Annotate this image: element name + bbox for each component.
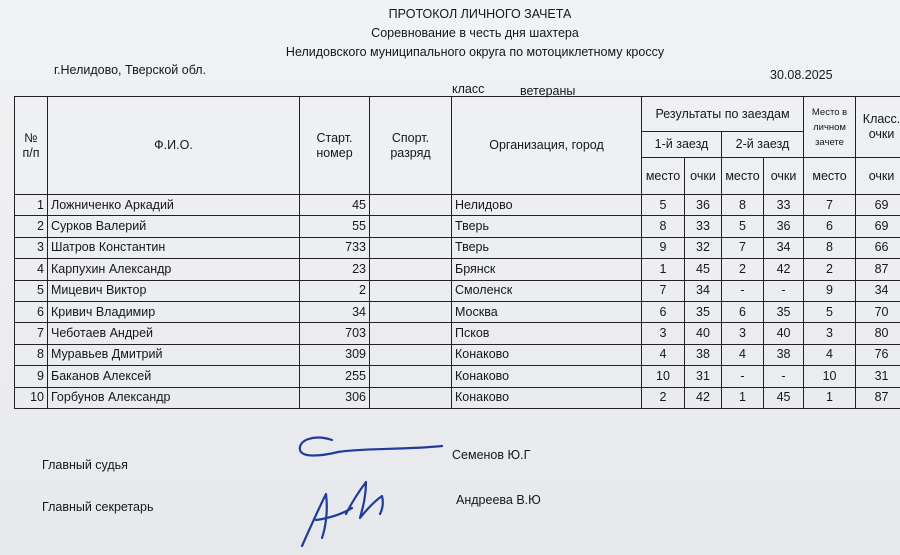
row-organization: Смоленск [452,280,642,301]
row-race1-place: 9 [642,237,685,258]
row-race1-points: 36 [685,195,722,216]
row-name: Шатров Константин [48,237,300,258]
row-race2-points: - [764,366,804,387]
row-sport-rank [370,195,452,216]
col-header-final-points: очки [856,158,900,195]
row-race1-points: 45 [685,259,722,280]
judge-signature [292,430,452,466]
col-header-race2: 2-й заезд [722,132,804,158]
row-race1-place: 1 [642,259,685,280]
row-class-points: 69 [856,216,900,237]
row-start-number: 34 [300,301,370,322]
chief-judge-name: Семенов Ю.Г [452,448,531,462]
row-organization: Конаково [452,387,642,408]
row-class-points: 70 [856,301,900,322]
row-num: 3 [15,237,48,258]
row-start-number: 23 [300,259,370,280]
row-race2-place: 5 [722,216,764,237]
row-name: Чеботаев Андрей [48,323,300,344]
row-sport-rank [370,259,452,280]
row-race2-points: 38 [764,344,804,365]
row-final-place: 5 [804,301,856,322]
row-name: Карпухин Александр [48,259,300,280]
table-row [15,195,900,216]
row-race1-place: 5 [642,195,685,216]
date-text: 30.08.2025 [770,68,833,82]
chief-secretary-label: Главный секретарь [42,500,154,514]
row-organization: Нелидово [452,195,642,216]
location-text: г.Нелидово, Тверской обл. [54,63,207,77]
row-start-number: 255 [300,366,370,387]
row-start-number: 309 [300,344,370,365]
row-name: Горбунов Александр [48,387,300,408]
row-class-points: 69 [856,195,900,216]
row-name: Сурков Валерий [48,216,300,237]
table-row [15,344,900,365]
row-final-place: 2 [804,259,856,280]
row-name: Мицевич Виктор [48,280,300,301]
row-num: 10 [15,387,48,408]
table-row [15,387,900,408]
row-num: 1 [15,195,48,216]
document-title: ПРОТОКОЛ ЛИЧНОГО ЗАЧЕТА [388,7,572,21]
row-num: 7 [15,323,48,344]
col-header-race1-place: место [642,158,685,195]
row-num: 9 [15,366,48,387]
row-name: Ложниченко Аркадий [48,195,300,216]
row-final-place: 6 [804,216,856,237]
table-row [15,237,900,258]
row-race2-place: 2 [722,259,764,280]
row-sport-rank [370,387,452,408]
row-class-points: 76 [856,344,900,365]
row-race1-points: 38 [685,344,722,365]
row-race2-place: - [722,280,764,301]
table-row [15,280,900,301]
row-sport-rank [370,344,452,365]
row-race1-place: 10 [642,366,685,387]
row-race1-place: 6 [642,301,685,322]
col-header-race2-points: очки [764,158,804,195]
row-sport-rank [370,280,452,301]
chief-secretary-name: Андреева В.Ю [456,493,541,507]
row-sport-rank [370,237,452,258]
row-race2-place: 3 [722,323,764,344]
row-final-place: 3 [804,323,856,344]
row-race2-points: 42 [764,259,804,280]
row-organization: Брянск [452,259,642,280]
row-final-place: 9 [804,280,856,301]
row-sport-rank [370,216,452,237]
row-race2-points: 34 [764,237,804,258]
table-header-row [15,97,900,132]
row-race2-points: 36 [764,216,804,237]
row-race1-place: 3 [642,323,685,344]
row-sport-rank [370,301,452,322]
row-organization: Москва [452,301,642,322]
secretary-signature [296,474,406,554]
row-class-points: 31 [856,366,900,387]
table-row [15,259,900,280]
chief-judge-label: Главный судья [42,458,128,472]
row-race1-points: 31 [685,366,722,387]
row-race2-place: 1 [722,387,764,408]
results-table [14,96,900,409]
row-race1-points: 32 [685,237,722,258]
row-start-number: 2 [300,280,370,301]
col-header-race1: 1-й заезд [642,132,722,158]
col-header-results: Результаты по заездам [642,97,804,132]
col-header-rank: Спорт. разряд [370,97,452,195]
row-race1-points: 35 [685,301,722,322]
row-race2-place: 7 [722,237,764,258]
row-final-place: 1 [804,387,856,408]
class-label: класс [452,82,485,96]
row-num: 5 [15,280,48,301]
row-start-number: 703 [300,323,370,344]
row-final-place: 10 [804,366,856,387]
row-race2-points: 45 [764,387,804,408]
row-race2-points: 33 [764,195,804,216]
row-name: Муравьев Дмитрий [48,344,300,365]
row-race1-place: 4 [642,344,685,365]
table-row [15,216,900,237]
row-organization: Конаково [452,344,642,365]
table-row [15,366,900,387]
col-header-class-points: Класс. очки [856,97,900,158]
row-final-place: 8 [804,237,856,258]
row-organization: Псков [452,323,642,344]
col-header-start: Старт. номер [300,97,370,195]
row-sport-rank [370,323,452,344]
class-value: ветераны [520,84,576,98]
row-name: Баканов Алексей [48,366,300,387]
row-race2-place: 6 [722,301,764,322]
row-race2-points: - [764,280,804,301]
row-final-place: 7 [804,195,856,216]
col-header-place-personal: Место в личном зачете [804,97,856,158]
col-header-final-place: место [804,158,856,195]
row-num: 2 [15,216,48,237]
row-class-points: 66 [856,237,900,258]
row-start-number: 306 [300,387,370,408]
row-organization: Тверь [452,216,642,237]
col-header-num: № п/п [15,97,48,195]
document-subtitle-organizer: Нелидовского муниципального округа по мотоциклетному кроссу [285,45,665,59]
row-num: 8 [15,344,48,365]
row-organization: Тверь [452,237,642,258]
row-num: 4 [15,259,48,280]
row-race1-points: 42 [685,387,722,408]
row-class-points: 87 [856,387,900,408]
row-race1-place: 7 [642,280,685,301]
row-class-points: 80 [856,323,900,344]
col-header-name: Ф.И.О. [48,97,300,195]
row-race2-place: 4 [722,344,764,365]
row-class-points: 87 [856,259,900,280]
row-race1-points: 34 [685,280,722,301]
row-start-number: 733 [300,237,370,258]
row-race1-points: 33 [685,216,722,237]
col-header-race2-place: место [722,158,764,195]
row-race2-place: - [722,366,764,387]
row-race2-points: 35 [764,301,804,322]
row-organization: Конаково [452,366,642,387]
table-row [15,323,900,344]
row-race2-points: 40 [764,323,804,344]
col-header-org: Организация, город [452,97,642,195]
row-class-points: 34 [856,280,900,301]
row-race1-place: 8 [642,216,685,237]
col-header-race1-points: очки [685,158,722,195]
row-num: 6 [15,301,48,322]
row-race2-place: 8 [722,195,764,216]
row-start-number: 45 [300,195,370,216]
table-row [15,301,900,322]
row-sport-rank [370,366,452,387]
row-start-number: 55 [300,216,370,237]
row-name: Кривич Владимир [48,301,300,322]
document-subtitle-event: Соревнование в честь дня шахтера [371,26,579,40]
row-final-place: 4 [804,344,856,365]
row-race1-place: 2 [642,387,685,408]
row-race1-points: 40 [685,323,722,344]
